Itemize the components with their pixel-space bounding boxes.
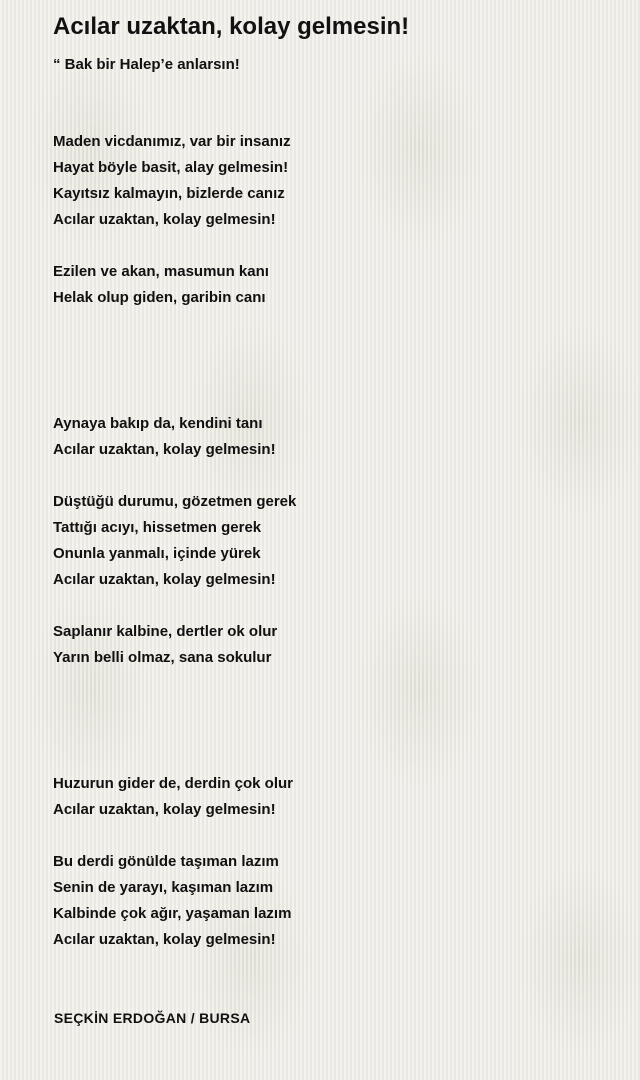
poem-line: Onunla yanmalı, içinde yürek [53,545,261,562]
poem-line: Kayıtsız kalmayın, bizlerde canız [53,185,285,202]
poem-line: Tattığı acıyı, hissetmen gerek [53,519,262,536]
poem-line: Saplanır kalbine, dertler ok olur [53,623,278,640]
poem-line: Acılar uzaktan, kolay gelmesin! [53,931,276,948]
poem-subtitle: “ Bak bir Halep’e anlarsın! [53,56,240,73]
poem-line: Aynaya bakıp da, kendini tanı [53,415,263,432]
poem-line: Helak olup giden, garibin canı [53,289,266,306]
stanza-7 [53,849,291,953]
stanza-4 [53,489,296,593]
poem-line: Huzurun gider de, derdin çok olur [53,775,294,792]
poem-line: Kalbinde çok ağır, yaşaman lazım [53,905,292,922]
poem-title: Acılar uzaktan, kolay gelmesin! [53,13,410,40]
poem-line: Yarın belli olmaz, sana sokulur [53,649,272,666]
stanza-5 [53,619,277,671]
poem-author: SEÇKİN ERDOĞAN / BURSA [54,1010,251,1026]
poem-line: Acılar uzaktan, kolay gelmesin! [53,211,276,228]
poem-line: Acılar uzaktan, kolay gelmesin! [53,571,276,588]
poem-line: Düştüğü durumu, gözetmen gerek [53,493,297,510]
stanza-2 [53,259,269,311]
poem-line: Acılar uzaktan, kolay gelmesin! [53,441,276,458]
poem-line: Maden vicdanımız, var bir insanız [53,133,291,150]
stanza-3 [53,411,276,463]
poem-line: Senin de yarayı, kaşıman lazım [53,879,274,896]
poem-line: Bu derdi gönülde taşıman lazım [53,853,279,870]
poem-line: Hayat böyle basit, alay gelmesin! [53,159,289,176]
poem-line: Ezilen ve akan, masumun kanı [53,263,269,280]
stanza-6 [53,771,293,823]
poem-line: Acılar uzaktan, kolay gelmesin! [53,801,276,818]
stanza-1 [53,129,291,233]
